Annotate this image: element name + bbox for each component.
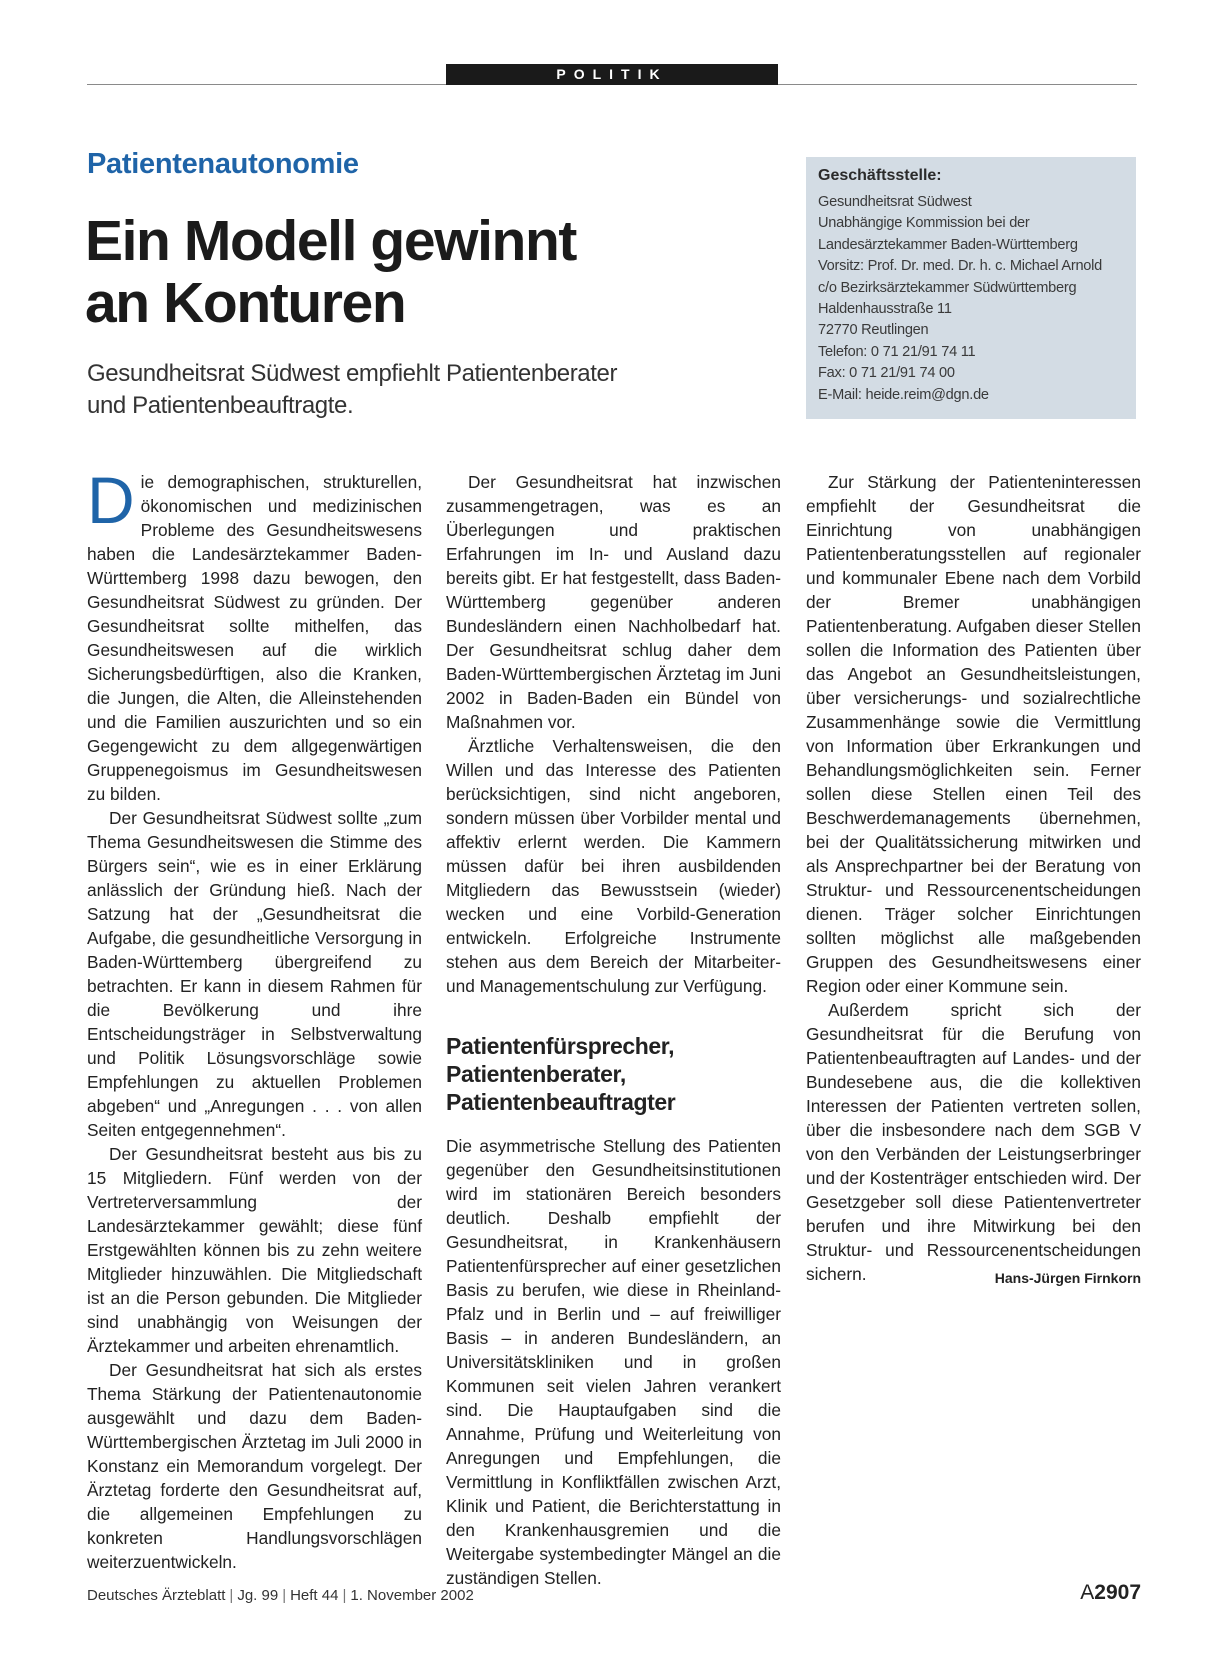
- paragraph-9-text: Außerdem spricht sich der Gesundheitsrat für die Berufung von Patientenbeauftragten auf Landes- und der Bundesebene aus, die die kollektiven Interessen der Patienten vertreten sollen, über die insbesondere nach dem SGB V von den Verbänden der Leistungserbringer und der Kostenträger entschieden wird. Der Gesetzgeber soll diese Patientenvertreter berufen und ihre Mitwirkung bei den Struktur- und Ressourcenentscheidungen sichern.: [806, 1000, 1141, 1284]
- body-column-2: [446, 470, 781, 1590]
- paragraph-7: Die asymmetrische Stellung des Patienten gegenüber den Gesundheitsinstitutionen wird im stationären Bereich besonders deutlich. Deshalb empfiehlt der Gesundheitsrat, in Krankenhäusern Patientenfürsprecher auf einer gesetzlichen Basis zu berufen, wie diese in Rheinland-Pfalz und in Berlin und – auf freiwilliger Basis – in anderen Bundesländern, an Universitätskliniken und in großen Kommunen seit vielen Jahren verankert sind. Die Hauptaufgaben sind die Annahme, Prüfung und Weiterleitung von Anregungen und Empfehlungen, die Vermittlung in Konfliktfällen zwischen Arzt, Klinik und Patient, die Berichterstattung in den Krankenhausgremien und die Weitergabe systembedingter Mängel an die zuständigen Stellen.: [446, 1136, 781, 1588]
- footer-date: 1. November 2002: [350, 1587, 474, 1604]
- body-column-1: [87, 463, 422, 1574]
- paragraph-8: Zur Stärkung der Patienteninteressen empfiehlt der Gesundheitsrat die Einrichtung von unabhängigen Patientenberatungsstellen auf regionaler und kommunaler Ebene nach dem Vorbild der Bremer unabhängigen Patientenberatung. Aufgaben dieser Stellen sollen die Information des Patienten über das Angebot an Gesundheitsleistungen, über versicherungs- und sozialrechtliche Zusammenhänge sowie die Vermittlung von Information über Erkrankungen und Behandlungsmöglichkeiten sein. Ferner sollen diese Stellen einen Teil des Beschwerdemanagements übernehmen, bei der Qualitätssicherung mitwirken und als Ansprechpartner bei der Beratung von Struktur- und Ressourcenentscheidungen dienen. Träger solcher Einrichtungen sollten möglichst alle maßgebenden Gruppen des Gesundheitswesens einer Region oder einer Kommune sein.: [806, 472, 1141, 996]
- subhead-line-1: Gesundheitsrat Südwest empfiehlt Patientenberater: [87, 360, 618, 387]
- infobox-line: Vorsitz: Prof. Dr. med. Dr. h. c. Michael Arnold: [818, 258, 1103, 275]
- infobox-line: E-Mail: heide.reim@dgn.de: [818, 386, 989, 403]
- paragraph-5: Der Gesundheitsrat hat inzwischen zusammengetragen, was es an Überlegungen und praktischen Erfahrungen im In- und Ausland dazu bereits gibt. Er hat festgestellt, dass Baden-Württemberg gegenüber anderen Bundesländern einen Nachholbedarf hat. Der Gesundheitsrat schlug daher dem Baden-Württembergischen Ärztetag im Juni 2002 in Baden-Baden ein Bündel von Maßnahmen vor.: [446, 472, 781, 732]
- infobox-line: Telefon: 0 71 21/91 74 11: [818, 343, 976, 360]
- author-byline: Hans-Jürgen Firnkorn: [994, 1270, 1141, 1286]
- paragraph-2: Der Gesundheitsrat Südwest sollte „zum Thema Gesundheitswesen die Stimme des Bürgers sein“, wie es in einer Erklärung anlässlich der Gründung hieß. Nach der Satzung hat der „Gesundheitsrat die Aufgabe, die gesundheitliche Versorgung in Baden-Württemberg übergreifend zu betrachten. Er kann in diesem Rahmen für die Bevölkerung und ihre Entscheidungsträger in Selbstverwaltung und Politik Lösungsvorschläge sowie Empfehlungen zu aktuellen Problemen abgeben“ und „Anregungen . . . von allen Seiten entgegennehmen“.: [87, 808, 422, 1140]
- footer-separator: |: [282, 1587, 287, 1604]
- section-heading-line-1: Patientenfürsprecher,: [446, 1033, 675, 1059]
- paragraph-4: Der Gesundheitsrat hat sich als erstes Thema Stärkung der Patientenautonomie ausgewählt und dazu dem Baden-Württembergischen Ärztetag im Juli 2000 in Konstanz ein Memorandum vorgelegt. Der Ärztetag forderte den Gesundheitsrat auf, die allgemeinen Empfehlungen zu konkreten Handlungsvorschlägen weiterzuentwickeln.: [87, 1360, 422, 1572]
- infobox-line: Unabhängige Kommission bei der: [818, 215, 1030, 232]
- section-heading: [446, 1032, 781, 1116]
- article-kicker: Patientenautonomie: [87, 148, 359, 180]
- paragraph-1: [87, 463, 422, 806]
- footer-issue: Heft 44: [290, 1587, 339, 1604]
- infobox-line: 72770 Reutlingen: [818, 322, 929, 339]
- paragraph-3: Der Gesundheitsrat besteht aus bis zu 15 Mitgliedern. Fünf werden von der Vertreterversammlung der Landesärztekammer gewählt; diese fünf Erstgewählten können bis zu zehn weitere Mitglieder hinzuwählen. Die Mitgliedschaft ist an die Person gebunden. Die Mitglieder sind unabhängig von Weisungen der Ärztekammer und arbeiten ehrenamtlich.: [87, 1144, 422, 1356]
- page-number-value: 2907: [1094, 1581, 1141, 1604]
- section-rubric: POLITIK: [446, 64, 778, 85]
- footer-journal: Deutsches Ärzteblatt: [87, 1587, 226, 1604]
- section-heading-line-3: Patientenbeauftragter: [446, 1089, 676, 1115]
- paragraph-1-text: ie demographischen, strukturellen, ökonomischen und medizinischen Probleme des Gesundheitswesens haben die Landesärztekammer Baden-Württemberg 1998 dazu bewogen, den Gesundheitsrat Südwest zu gründen. Der Gesundheitsrat sollte mithelfen, das Gesundheitswesen auf die wirklich Sicherungsbedürftigen, also die Kranken, die Jungen, die Alten, die Alleinstehenden und die Familien auszurichten und so ein Gegengewicht zu dem allgegenwärtigen Gruppenegoismus im Gesundheitswesen zu bilden.: [87, 472, 422, 804]
- article-headline: [85, 210, 725, 334]
- paragraph-9: [806, 998, 1141, 1286]
- page-footer: [87, 1587, 474, 1604]
- subhead-line-2: und Patientenbeauftragte.: [87, 392, 354, 419]
- footer-separator: |: [229, 1587, 234, 1604]
- body-column-3: [806, 470, 1141, 1290]
- page-prefix: A: [1080, 1581, 1095, 1604]
- infobox-line: Landesärztekammer Baden-Württemberg: [818, 236, 1078, 253]
- infobox-line: Haldenhausstraße 11: [818, 301, 952, 318]
- footer-volume: Jg. 99: [237, 1587, 279, 1604]
- headline-line-2: an Konturen: [85, 271, 406, 335]
- section-heading-line-2: Patientenberater,: [446, 1061, 626, 1087]
- headline-line-1: Ein Modell gewinnt: [85, 209, 576, 273]
- infobox-line: c/o Bezirksärztekammer Südwürttemberg: [818, 279, 1077, 296]
- paragraph-6: Ärztliche Verhaltensweisen, die den Willen und das Interesse des Patienten berücksichtigen, sind nicht angeboren, sondern müssen über Vorbilder mental und affektiv erlernt werden. Die Kammern müssen dafür bei ihren ausbildenden Mitgliedern das Bewusstsein (wieder) wecken und eine Vorbild-Generation entwickeln. Erfolgreiche Instrumente stehen aus dem Bereich der Mitarbeiter- und Managementschulung zur Verfügung.: [446, 736, 781, 996]
- page-number: [1080, 1581, 1141, 1605]
- infobox-line: Gesundheitsrat Südwest: [818, 194, 972, 210]
- infobox-line: Fax: 0 71 21/91 74 00: [818, 365, 955, 382]
- drop-cap: D: [87, 463, 135, 537]
- article-subhead: [87, 358, 727, 422]
- footer-separator: |: [342, 1587, 347, 1604]
- infobox-heading: Geschäftsstelle:: [818, 167, 942, 184]
- contact-infobox: [806, 157, 1136, 419]
